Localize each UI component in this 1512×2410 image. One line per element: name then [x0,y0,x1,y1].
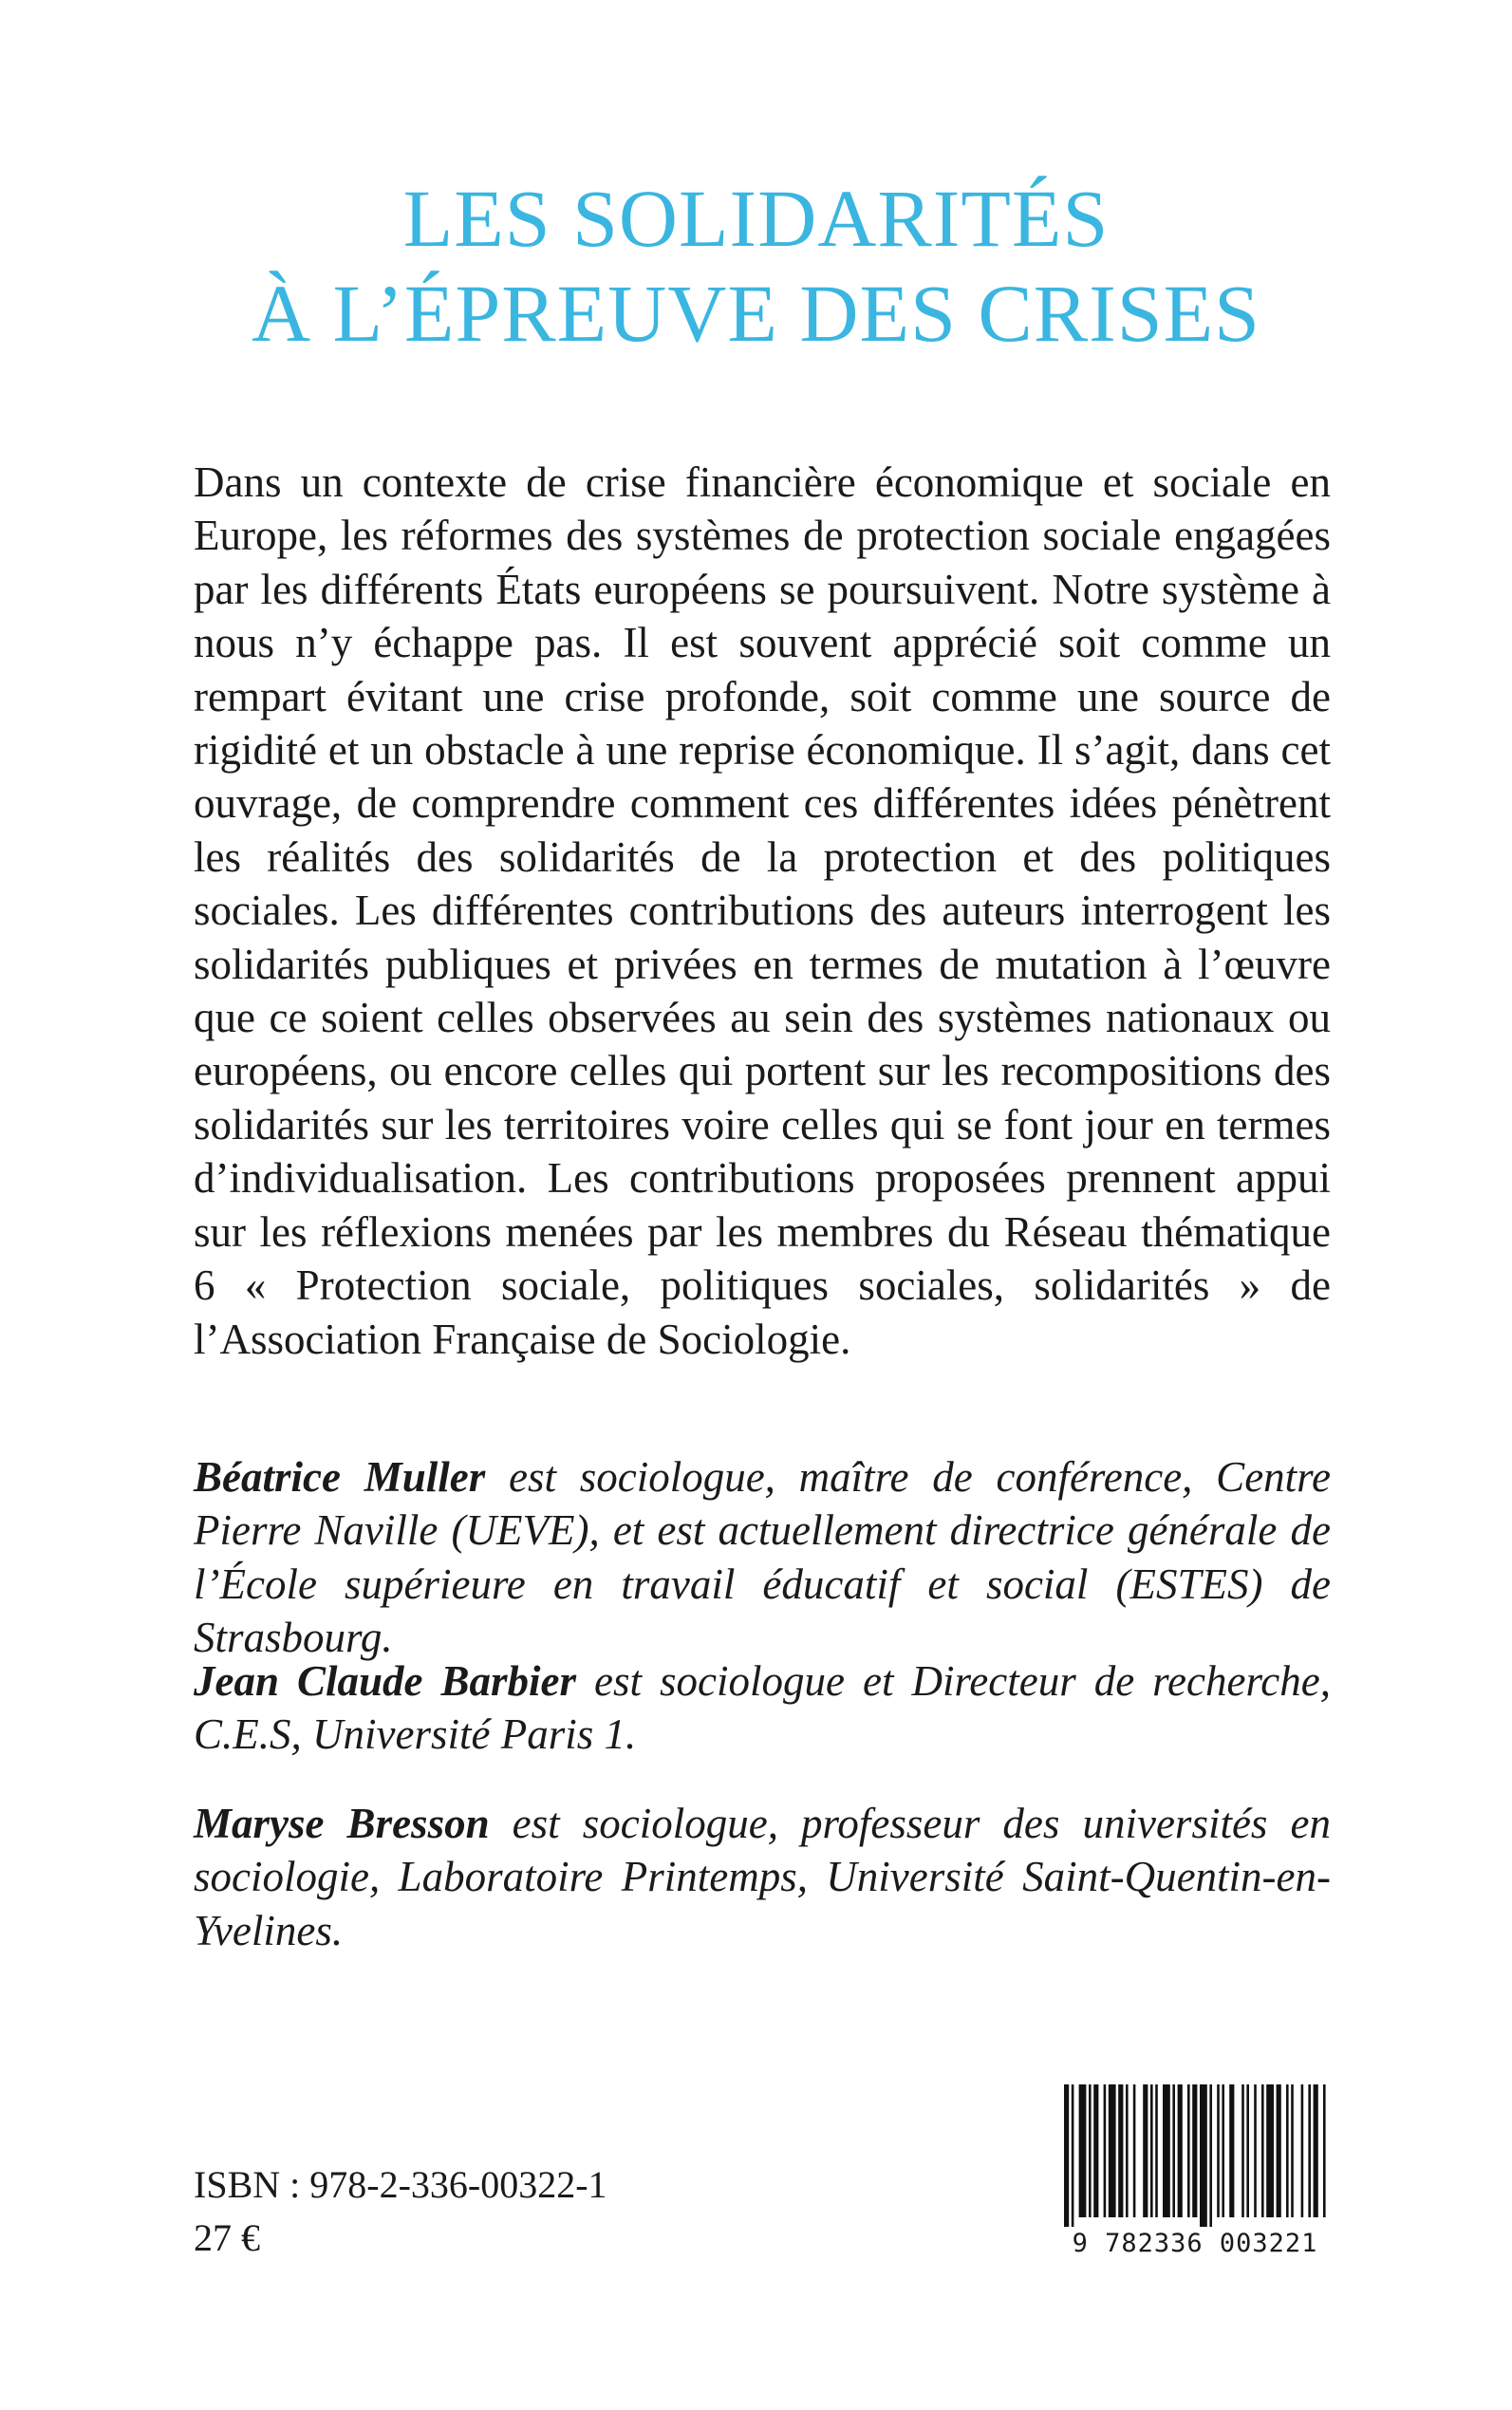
barcode-bar [1323,2084,1326,2217]
author-bio-1 [194,1450,1331,1665]
barcode-bar [1126,2084,1129,2217]
title-line-2: À L’ÉPREUVE DES CRISES [252,268,1260,359]
barcode-bar [1093,2084,1098,2217]
barcode-bar [1118,2084,1123,2217]
author-name-2: Jean Claude Barbier [194,1657,577,1705]
barcode-bar [1209,2084,1212,2227]
barcode-bar [1192,2084,1197,2217]
barcode-bar [1104,2084,1107,2217]
barcode-bar [1314,2084,1318,2217]
barcode [1056,2084,1334,2265]
author-bio-text-1: est sociologue, maître de conférence, Centre Pierre Naville (UEVE), et est actuellement directrice générale de l’École supérieure en travail éducatif et social (ESTES) de Strasbourg. [194,1453,1331,1662]
barcode-bar [1308,2084,1311,2217]
barcode-bar [1172,2084,1175,2217]
book-title [0,171,1512,361]
title-line-1: LES SOLIDARITÉS [402,173,1110,264]
book-summary: Dans un contexte de crise financière économique et sociale en Europe, les réformes des systèmes de protection sociale engagées par les différents États européens se poursuivent. Notre système à nous n’y échappe pas. Il est souvent apprécié soit comme un rempart évitant une crise profonde, soit comme une source de rigidité et un obstacle à une reprise économique. Il s’agit, dans cet ouvrage, de comprendre comment ces différentes idées pénètrent les réalités des solidarités de la protection et des politiques sociales. Les différentes contributions des auteurs interrogent les solidarités publiques et privées en termes de mutation à l’œuvre que ce soient celles observées au sein des systèmes nationaux ou européens, ou encore celles qui portent sur les recompositions des solidarités sur les territoires voire celles qui se font jour en termes d’individualisation. Les contributions proposées prennent appui sur les réflexions menées par les membres du Réseau thématique 6 « Protection sociale, politiques sociales, solidarités » de l’Association Française de Sociologie. [194,458,1331,1363]
barcode-bar [1246,2084,1249,2217]
barcode-bar [1266,2084,1274,2217]
barcode-bar [1301,2084,1304,2217]
barcode-bar [1143,2084,1148,2217]
barcode-bar [1072,2084,1074,2227]
barcode-bar [1261,2084,1264,2217]
barcode-bar [1277,2084,1281,2217]
barcode-bar [1217,2084,1220,2217]
author-name-1: Béatrice Muller [194,1453,486,1501]
barcode-bar [1254,2084,1257,2217]
author-bio-3 [194,1797,1331,1957]
barcode-bar [1163,2084,1170,2217]
barcode-bar [1150,2084,1153,2217]
barcode-bar [1222,2084,1224,2217]
barcode-bar [1133,2084,1136,2217]
author-name-3: Maryse Bresson [194,1800,490,1847]
barcode-bars [1056,2084,1334,2227]
barcode-bar [1229,2084,1234,2217]
barcode-bar [1178,2084,1183,2217]
author-bio-text-2: est sociologue et Directeur de recherche, C.E.S, Université Paris 1. [194,1657,1331,1759]
barcode-bar [1079,2084,1087,2217]
price: 27 € [194,2216,260,2259]
barcode-bar [1064,2084,1069,2227]
isbn: ISBN : 978-2-336-00322-1 [194,2163,607,2206]
barcode-bar [1089,2084,1092,2217]
barcode-bar [1109,2084,1116,2217]
barcode-bar [1187,2084,1190,2217]
author-bio-2 [194,1654,1331,1762]
barcode-bar [1155,2084,1158,2217]
barcode-bar [1286,2084,1289,2217]
barcode-bar [1291,2084,1294,2217]
barcode-bar [1241,2084,1244,2217]
barcode-digits: 9 782336 003221 [1072,2229,1318,2258]
barcode-bar [1200,2084,1207,2227]
author-bio-text-3: est sociologue, professeur des universités en sociologie, Laboratoire Printemps, Université Saint-Quentin-en-Yvelines. [194,1800,1331,1954]
